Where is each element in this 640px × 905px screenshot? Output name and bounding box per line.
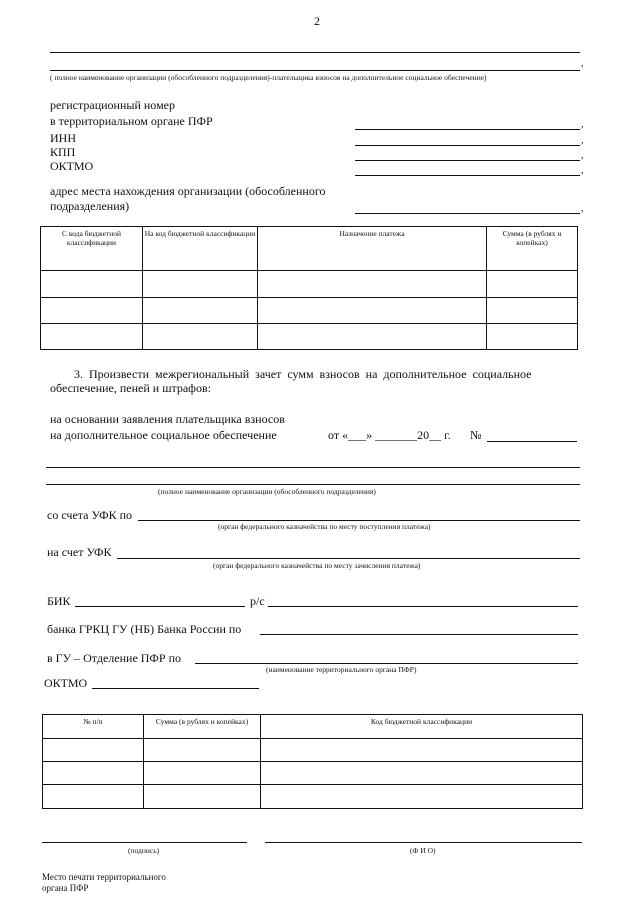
- table-cell[interactable]: [41, 298, 143, 324]
- kbk-table: [40, 226, 578, 350]
- to-ufk-label: на счет УФК: [47, 545, 112, 559]
- gu-field[interactable]: [195, 663, 578, 664]
- kbk-table-header-purpose: Назначение платежа: [258, 227, 487, 271]
- signature-caption: (подпись): [128, 846, 160, 855]
- bik-label: БИК: [47, 594, 71, 608]
- reg-number-label-1: регистрационный номер: [50, 98, 175, 112]
- reg-number-label-2: в территориальном органе ПФР: [50, 114, 213, 128]
- table-cell[interactable]: [144, 762, 261, 785]
- table-cell[interactable]: [258, 271, 487, 298]
- stamp-line1: Место печати территориального: [42, 872, 166, 882]
- org-caption: (полное наименование организации (обособленного подразделения): [158, 487, 376, 496]
- table-cell[interactable]: [43, 785, 144, 809]
- table-cell[interactable]: [143, 271, 258, 298]
- table-row: [41, 271, 578, 298]
- bank-field[interactable]: [260, 634, 578, 635]
- from-ufk-field[interactable]: [138, 520, 580, 521]
- gu-label: в ГУ – Отделение ПФР по: [47, 651, 182, 665]
- inn-label: ИНН: [50, 131, 76, 145]
- org-name-line-2: [50, 70, 580, 71]
- table-row: [41, 324, 578, 350]
- payment-table-header-kbk: Код бюджетной классификации: [261, 715, 583, 739]
- from-ufk-caption: (орган федерального казначейства по месту поступления платежа): [218, 522, 431, 531]
- kpp-label: КПП: [50, 145, 76, 159]
- table-cell[interactable]: [487, 298, 578, 324]
- page-number: 2: [314, 14, 320, 28]
- kbk-table-header-from: С кода бюджетной классификации: [41, 227, 143, 271]
- table-cell[interactable]: [261, 762, 583, 785]
- fio-caption: (Ф И О): [410, 846, 436, 855]
- gu-caption: (наименование территориального органа ПФР): [266, 665, 417, 674]
- table-cell[interactable]: [144, 785, 261, 809]
- payment-table: [42, 714, 583, 809]
- section3-line1: 3. Произвести межрегиональный зачет сумм взносов на дополнительное социальное: [74, 367, 532, 381]
- to-ufk-field[interactable]: [117, 558, 580, 559]
- table-row: [43, 785, 583, 809]
- to-ufk-caption: (орган федерального казначейства по месту зачисления платежа): [213, 561, 421, 570]
- basis-line2: на дополнительное социальное обеспечение: [50, 428, 277, 442]
- table-cell[interactable]: [41, 324, 143, 350]
- inn-field[interactable]: [355, 145, 580, 146]
- stamp-line2: органа ПФР: [42, 883, 89, 893]
- table-row: [43, 739, 583, 762]
- address-field[interactable]: [355, 213, 580, 214]
- basis-line1: на основании заявления плательщика взносов: [50, 412, 285, 426]
- org-full-name-line-2[interactable]: [46, 484, 580, 485]
- table-cell[interactable]: [143, 324, 258, 350]
- basis-number-field[interactable]: [487, 441, 577, 442]
- org-name-line-1: [50, 52, 580, 53]
- table-cell[interactable]: [258, 298, 487, 324]
- oktmo-label: ОКТМО: [50, 159, 94, 173]
- basis-date[interactable]: от «___» _______20__ г.: [328, 428, 451, 442]
- oktmo2-label: ОКТМО: [44, 676, 88, 690]
- bik-field[interactable]: [75, 606, 245, 607]
- table-cell[interactable]: [43, 739, 144, 762]
- fio-line[interactable]: [265, 842, 582, 843]
- section3-line2: обеспечение, пеней и штрафов:: [50, 381, 211, 395]
- rs-field[interactable]: [268, 606, 578, 607]
- signature-line[interactable]: [42, 842, 247, 843]
- table-cell[interactable]: [261, 739, 583, 762]
- reg-number-field[interactable]: [355, 129, 580, 130]
- payment-table-header-sum: Сумма (в рублях и копейках): [144, 715, 261, 739]
- from-ufk-label: со счета УФК по: [47, 508, 133, 522]
- kbk-table-header-sum: Сумма (в рублях и копейках): [487, 227, 578, 271]
- table-row: [43, 762, 583, 785]
- table-row: [41, 298, 578, 324]
- table-cell[interactable]: [144, 739, 261, 762]
- address-label-2: подразделения): [50, 199, 130, 213]
- table-cell[interactable]: [258, 324, 487, 350]
- oktmo2-field[interactable]: [92, 688, 259, 689]
- table-cell[interactable]: [487, 271, 578, 298]
- table-cell[interactable]: [261, 785, 583, 809]
- table-cell[interactable]: [487, 324, 578, 350]
- table-cell[interactable]: [143, 298, 258, 324]
- table-cell[interactable]: [41, 271, 143, 298]
- bank-label: банка ГРКЦ ГУ (НБ) Банка России по: [47, 622, 242, 636]
- table-cell[interactable]: [43, 762, 144, 785]
- org-full-name-line-1[interactable]: [46, 467, 580, 468]
- rs-label: р/с: [250, 594, 265, 608]
- kbk-table-header-to: На код бюджетной классификации: [143, 227, 258, 271]
- address-label-1: адрес места нахождения организации (обособленного: [50, 184, 326, 198]
- basis-number-sign: №: [470, 428, 482, 442]
- oktmo-field[interactable]: [355, 175, 580, 176]
- header-caption: ( полное наименование организации (обособленного подразделения)-плательщика взносов на дополнительное социальное обеспечение): [50, 73, 487, 82]
- kpp-field[interactable]: [355, 160, 580, 161]
- payment-table-header-no: № п/п: [43, 715, 144, 739]
